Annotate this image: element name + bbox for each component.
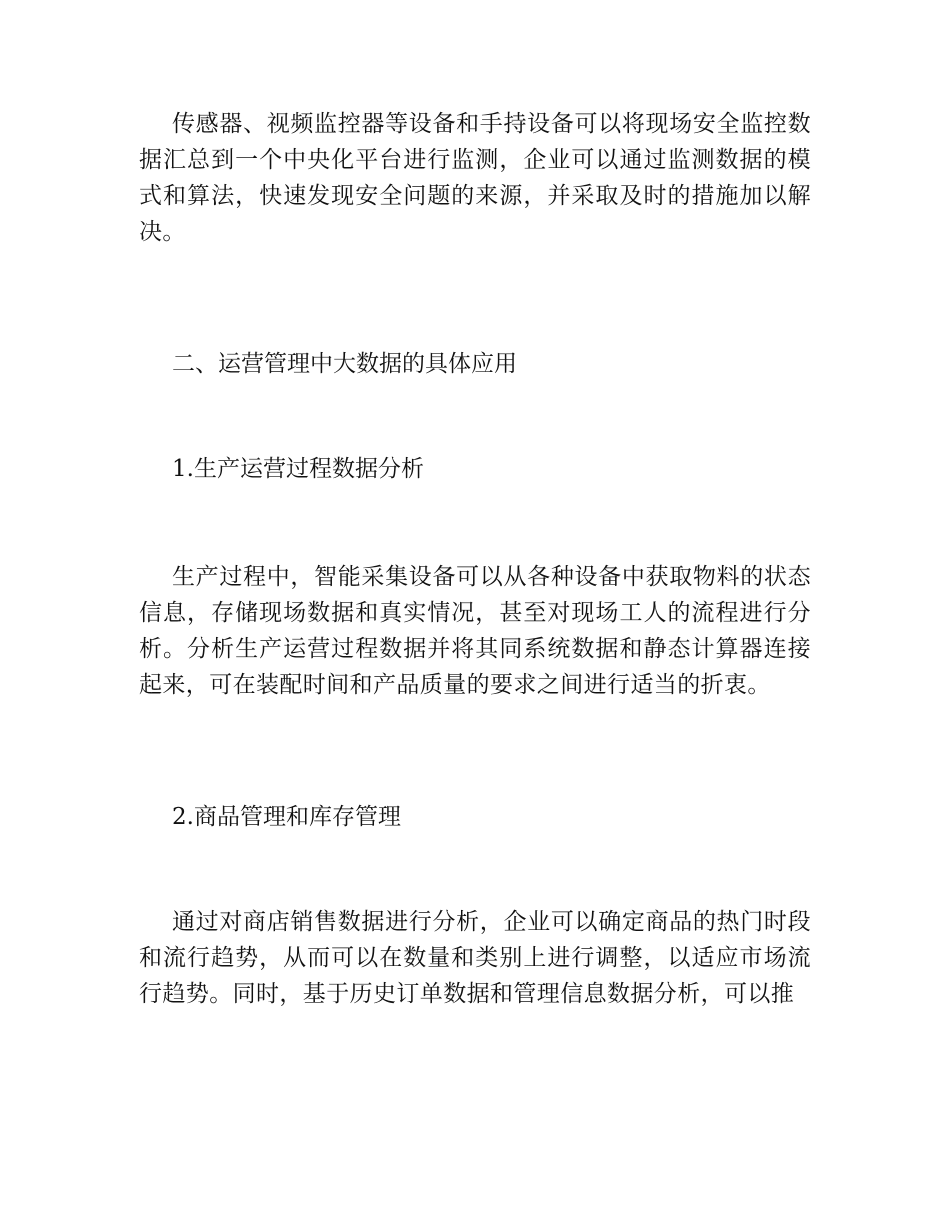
- subheading-inventory-management: 2.商品管理和库存管理: [172, 804, 401, 830]
- paragraph-inventory-management: 通过对商店销售数据进行分析，企业可以确定商品的热门时段和流行趋势，从而可以在数量和类别上进行调整，以适应市场流行趋势。同时，基于历史订单数据和管理信息数据分析，可以推: [139, 909, 811, 1007]
- section-heading: 二、运营管理中大数据的具体应用: [172, 351, 517, 377]
- paragraph-production-analysis: 生产过程中，智能采集设备可以从各种设备中获取物料的状态信息，存储现场数据和真实情况，甚至对现场工人的流程进行分析。分析生产运营过程数据并将其同系统数据和静态计算器连接起来，可在装配时间和产品质量的要求之间进行适当的折衷。: [139, 564, 811, 698]
- subheading-production-analysis: 1.生产运营过程数据分析: [172, 456, 424, 482]
- paragraph-safety-monitoring: 传感器、视频监控器等设备和手持设备可以将现场安全监控数据汇总到一个中央化平台进行监测，企业可以通过监测数据的模式和算法，快速发现安全问题的来源，并采取及时的措施加以解决。: [139, 111, 811, 245]
